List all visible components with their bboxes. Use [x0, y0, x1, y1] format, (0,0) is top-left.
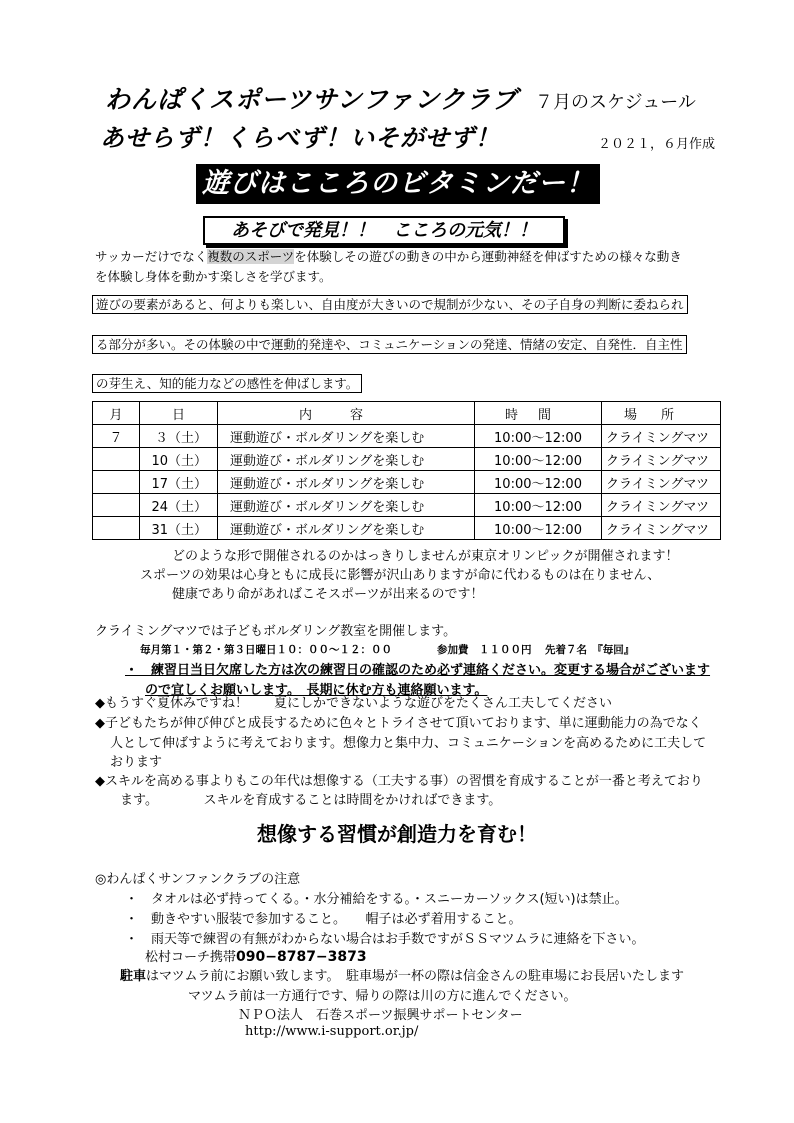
intro-line2: を体験し身体を動かす楽しさを学びます。	[95, 269, 332, 284]
cell-time: 10:00～12:00	[475, 448, 602, 471]
olympics-line1: どのような形で開催されるのかはっきりしませんが東京オリンピックが開催されます！	[172, 549, 679, 564]
cell-content: 運動遊び・ボルダリングを楽しむ	[218, 448, 475, 471]
cell-day: ３（土）	[140, 425, 218, 448]
coach-label: 松村コーチ携帯	[145, 950, 237, 965]
header-month: 月	[93, 402, 140, 425]
footer-url[interactable]: http://www.i-support.or.jp/	[245, 1024, 419, 1039]
coach-contact	[145, 946, 367, 965]
cell-month: ７	[93, 425, 140, 448]
parking-line2: マツムラ前は一方通行です、帰りの際は川の方に進んでください。	[188, 989, 577, 1004]
cell-day: 24（土）	[140, 494, 218, 517]
schedule-title: ７月のスケジュール	[535, 92, 696, 113]
footer-org: ＮＰＯ法人 石巻スポーツ振興サポートセンター	[238, 1008, 523, 1023]
intro-paragraph	[95, 247, 715, 287]
table-row	[93, 448, 721, 471]
cell-place: クライミングマツ	[602, 471, 721, 494]
intro-line1-pre: サッカーだけでなく	[95, 249, 208, 264]
parking-text1: はマツムラ前にお願い致します。 駐車場が一杯の際は信金さんの駐車場にお長居いたします	[146, 969, 684, 984]
header-time: 時間	[475, 402, 602, 425]
climbing-capacity: 先着７名 『毎回』	[545, 644, 635, 656]
intro-box-line2: る部分が多い。その体験の中で運動的発達や、コミュニケーションの発達、情緒の安定、自発性．自主性	[92, 335, 687, 354]
cell-day: 10（土）	[140, 448, 218, 471]
climbing-warning2: ので宜しくお願いします。 長期に休む方も連絡願います。	[145, 683, 488, 698]
club-title: わんぱくスポーツサンファンクラブ	[105, 85, 518, 114]
table-row	[93, 517, 721, 540]
parking-line1	[120, 965, 684, 984]
cell-place: クライミングマツ	[602, 494, 721, 517]
intro-box-line1: 遊びの要素があると、何よりも楽しい、自由度が大きいので規制が少ない、その子自身の判断に委ねられ	[92, 295, 688, 314]
table-row	[93, 471, 721, 494]
bullet-summer: ◆もうすぐ夏休みですね！ 夏にしかできないような遊びをたくさん工夫してください	[95, 696, 612, 711]
intro-line1-post: を体験しその遊びの動きの中から運動神経を伸ばすための様々な動き	[294, 249, 682, 264]
cell-content: 運動遊び・ボルダリングを楽しむ	[218, 517, 475, 540]
olympics-line2: スポーツの効果は心身ともに成長に影響が沢山ありますが命に代わるものは在りません、	[140, 568, 661, 583]
bullet-growth-line2: 人として伸ばすように考えております。想像力と集中力、コミュニケーションを高めるために工夫して	[110, 736, 707, 751]
climbing-schedule: 毎月第１・第２・第３日曜日１０：００～１２：００	[140, 644, 392, 656]
schedule-table	[92, 401, 721, 540]
table-row	[93, 494, 721, 517]
climbing-fee: 参加費 １１００円	[437, 644, 532, 656]
sub-banner: あそびで発見！！ こころの元気！！	[203, 216, 565, 245]
coach-phone: 090−8787−3873	[236, 949, 367, 965]
cell-day: 17（土）	[140, 471, 218, 494]
cell-time: 10:00～12:00	[475, 494, 602, 517]
bullet-growth-line3: おります	[110, 755, 163, 770]
cell-month	[93, 448, 140, 471]
cell-content: 運動遊び・ボルダリングを楽しむ	[218, 471, 475, 494]
header-day: 日	[140, 402, 218, 425]
cell-day: 31（土）	[140, 517, 218, 540]
climbing-intro: クライミングマツでは子どもボルダリング教室を開催します。	[95, 624, 457, 639]
note-towel: ・ タオルは必ず持ってくる。・水分補給をする。・スニーカーソックス(短い)は禁止。	[125, 892, 628, 907]
note-rain: ・ 雨天等で練習の有無がわからない場合はお手数ですがＳＳマツムラに連絡を下さい。	[125, 932, 645, 947]
intro-box-line3: の芽生え、知的能力などの感性を伸ばします。	[92, 374, 362, 393]
cell-month	[93, 471, 140, 494]
cell-month	[93, 494, 140, 517]
cell-time: 10:00～12:00	[475, 425, 602, 448]
cell-content: 運動遊び・ボルダリングを楽しむ	[218, 425, 475, 448]
cell-time: 10:00～12:00	[475, 517, 602, 540]
climbing-warning1-text: 練習日当日欠席した方は次の練習日の確認のため必ず連絡ください。変更する場合がございます	[151, 663, 711, 678]
bullet-skill-line1: ◆スキルを高める事よりもこの年代は想像する（工夫する事）の習慣を育成することが一番と考えており	[95, 774, 703, 789]
table-row	[93, 425, 721, 448]
header-content: 内容	[218, 402, 475, 425]
motto: あせらず！くらべず！いそがせず！	[100, 124, 500, 152]
cell-time: 10:00～12:00	[475, 471, 602, 494]
parking-label: 駐車	[120, 969, 147, 984]
main-banner: 遊びはこころのビタミンだー！	[196, 164, 600, 204]
notes-title: ◎わんぱくサンファンクラブの注意	[95, 872, 301, 887]
cell-place: クライミングマツ	[602, 425, 721, 448]
slogan: 想像する習慣が創造力を育む！	[257, 822, 537, 846]
bullet-skill-line2: ます。 スキルを育成することは時間をかければできます。	[120, 793, 502, 808]
climbing-warning1: ・ 練習日当日欠席した方は次の練習日の確認のため必ず連絡ください。変更する場合がございます	[125, 663, 711, 678]
table-header-row	[93, 402, 721, 425]
cell-content: 運動遊び・ボルダリングを楽しむ	[218, 494, 475, 517]
cell-month	[93, 517, 140, 540]
cell-place: クライミングマツ	[602, 517, 721, 540]
olympics-line3: 健康であり命があればこそスポーツが出来るのです！	[172, 587, 484, 602]
bullet-growth-line1: ◆子どもたちが伸び伸びと成長するために色々とトライさせて頂いております、単に運動能力の為でなく	[95, 716, 702, 731]
note-clothing: ・ 動きやすい服装で参加すること。 帽子は必ず着用すること。	[125, 912, 522, 927]
created-date: ２０２１，６月作成	[598, 137, 716, 152]
cell-place: クライミングマツ	[602, 448, 721, 471]
header-place: 場所	[602, 402, 721, 425]
intro-line1-highlight: 複数のスポーツ	[207, 249, 295, 264]
